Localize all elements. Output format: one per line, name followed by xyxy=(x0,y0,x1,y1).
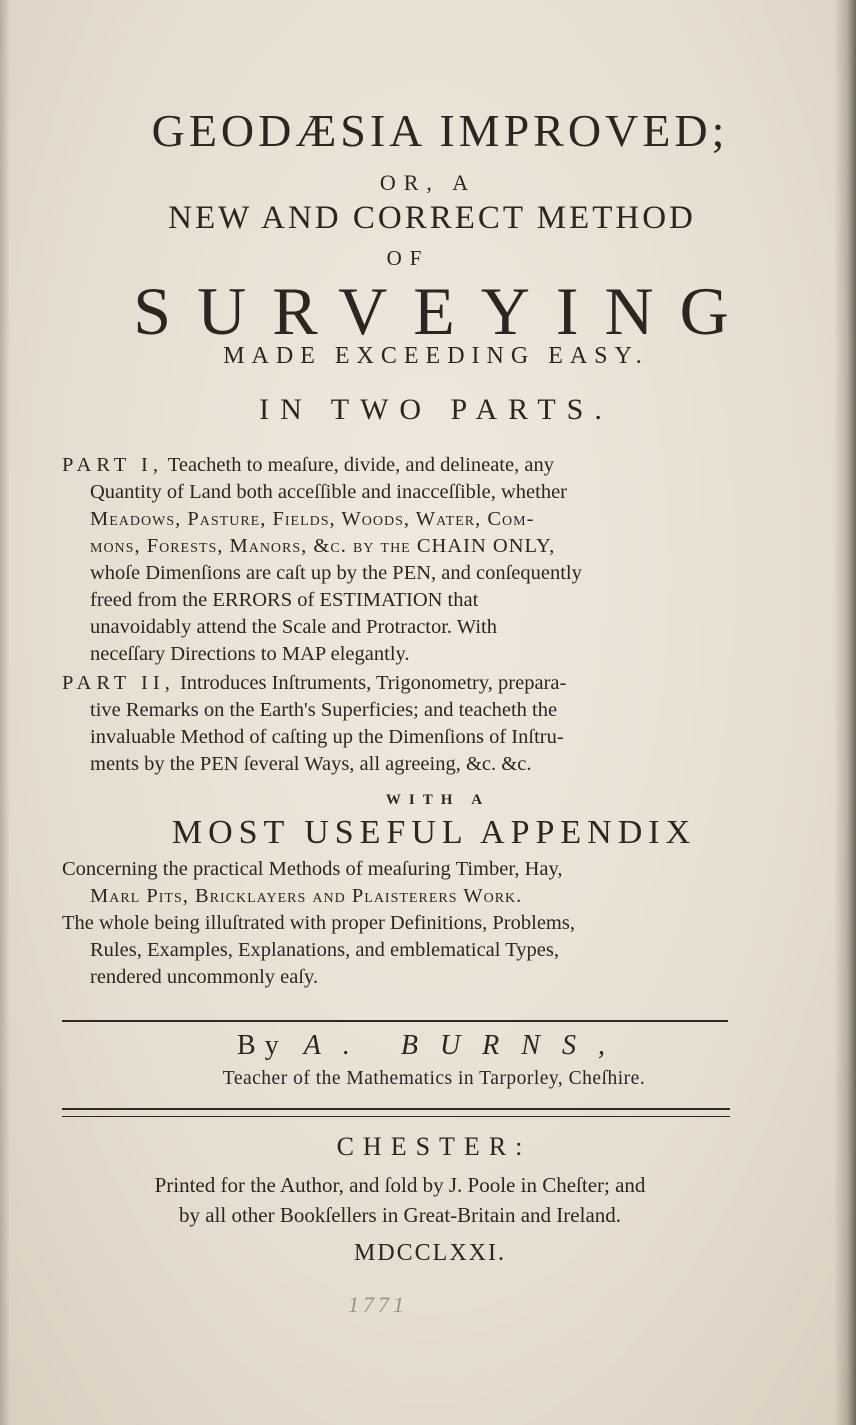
imprint-place: CHESTER: xyxy=(336,1132,532,1161)
part-one-line: neceſſary Directions to MAP elegantly. xyxy=(90,643,410,665)
or-line: OR, A xyxy=(379,170,477,195)
part-two-line: invaluable Method of caſting up the Dimenſions of Inſtru- xyxy=(90,726,564,748)
appendix-line: Concerning the practical Methods of meaſuring Timber, Hay, xyxy=(62,858,563,880)
part-two-line: ments by the PEN ſeveral Ways, all agreeing, &c. &c. xyxy=(90,753,532,775)
part-one-line: freed from the ERRORS of ESTIMATION that xyxy=(90,589,479,611)
appendix-line: Marl Pits, Bricklayers and Plaisterers Work. xyxy=(90,885,523,907)
part-one-line: Quantity of Land both acceſſible and inacceſſible, whether xyxy=(90,481,568,503)
imprint-line: Printed for the Author, and ſold by J. Poole in Cheſter; and xyxy=(154,1173,646,1197)
part-two-description xyxy=(62,670,742,778)
divider-rule xyxy=(62,1020,728,1022)
part-one-label: PART I, xyxy=(62,454,163,476)
appendix-description xyxy=(62,856,742,991)
part-one-line: unavoidably attend the Scale and Protractor. With xyxy=(90,616,497,638)
author-name: A. BURNS, xyxy=(303,1030,627,1061)
with-a-line: WITH A xyxy=(385,792,491,808)
appendix-line: rendered uncommonly eaſy. xyxy=(90,966,319,988)
pencil-annotation: 1771 xyxy=(348,1292,408,1317)
part-one-line: Teacheth to meaſure, divide, and delineate, any xyxy=(167,454,554,476)
part-two-line: tive Remarks on the Earth's Superficies; and teacheth the xyxy=(90,699,558,721)
part-two-label: PART II, xyxy=(62,672,175,694)
two-parts-heading: IN TWO PARTS. xyxy=(259,393,613,426)
book-title: GEODÆSIA IMPROVED; xyxy=(151,105,729,156)
divider-rule xyxy=(62,1108,730,1110)
main-word: SURVEYING xyxy=(133,273,755,349)
part-two-line: Introduces Inſtruments, Trigonometry, prepara- xyxy=(179,672,567,694)
appendix-line: Rules, Examples, Explanations, and emblematical Types, xyxy=(90,939,560,961)
of-line: OF xyxy=(386,246,430,270)
imprint-details xyxy=(60,1170,740,1230)
part-one-description xyxy=(62,452,742,668)
imprint-year: MDCCLXXI. xyxy=(353,1240,506,1266)
author-role: Teacher of the Mathematics in Tarporley, Cheſhire. xyxy=(222,1068,646,1089)
appendix-line: The whole being illuſtrated with proper Definitions, Problems, xyxy=(62,912,575,934)
made-easy-line: MADE EXCEEDING EASY. xyxy=(223,343,649,369)
author-line xyxy=(4,1030,856,1062)
part-one-line: Meadows, Pasture, Fields, Woods, Water, Com- xyxy=(90,508,535,530)
imprint-line: by all other Bookſellers in Great-Britain and Ireland. xyxy=(178,1203,622,1227)
part-one-line: whoſe Dimenſions are caſt up by the PEN, and conſequently xyxy=(90,562,582,584)
author-by: By xyxy=(237,1030,288,1061)
divider-rule xyxy=(62,1116,730,1117)
part-one-line: mons, Forests, Manors, &c. by the CHAIN ONLY, xyxy=(90,535,556,557)
subtitle: NEW AND CORRECT METHOD xyxy=(168,200,696,236)
appendix-title: MOST USEFUL APPENDIX xyxy=(171,814,697,851)
